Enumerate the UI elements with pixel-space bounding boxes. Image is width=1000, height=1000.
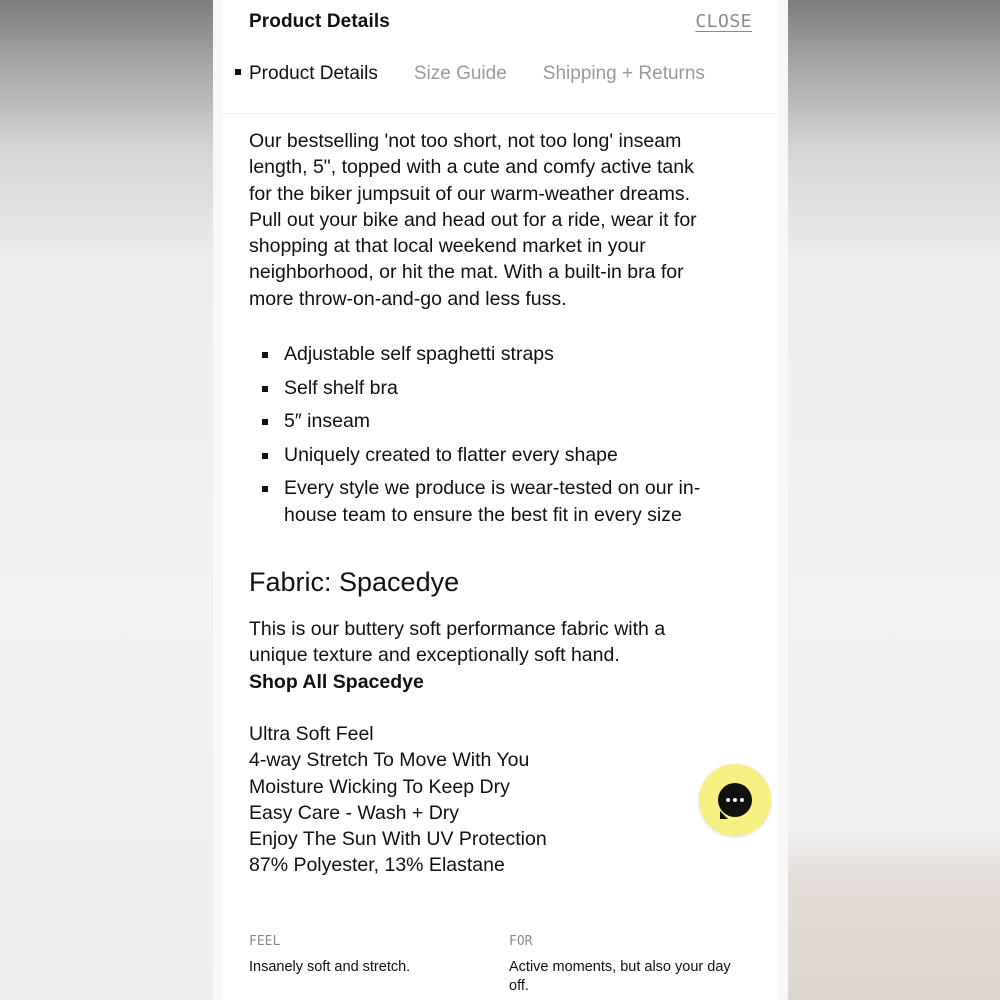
for-text: Active moments, but also your day off.: [509, 959, 731, 994]
tab-product-details[interactable]: [235, 63, 378, 85]
description-line: Pull out your bike and head out for a ride, wear it for: [249, 208, 697, 231]
fabric-feature: Moisture Wicking To Keep Dry: [249, 775, 510, 798]
active-tab-bullet-icon: [235, 69, 241, 75]
feature-bullet-list: [249, 341, 749, 529]
description-paragraph: [249, 128, 749, 312]
chat-bubble-icon: [718, 783, 752, 817]
description-line: more throw-on-and-go and less fuss.: [249, 287, 567, 310]
for-section: [509, 934, 749, 996]
tab-label: Product Details: [249, 63, 378, 84]
dot-icon: [740, 798, 744, 802]
fabric-feature-list: [249, 721, 749, 879]
fabric-description-line: unique texture and exceptionally soft hand.: [249, 644, 620, 667]
for-label: FOR: [509, 934, 533, 949]
shop-all-spacedye-link[interactable]: Shop All Spacedye: [249, 670, 424, 693]
fabric-feature: Enjoy The Sun With UV Protection: [249, 828, 547, 851]
feel-label: FEEL: [249, 934, 281, 949]
fabric-heading: Fabric: Spacedye: [249, 567, 460, 598]
list-item: Adjustable self spaghetti straps: [249, 341, 749, 368]
background-decor: [786, 830, 1000, 1000]
fabric-description-line: This is our buttery soft performance fabric with a: [249, 618, 666, 641]
list-item: Uniquely created to flatter every shape: [249, 442, 749, 469]
description-line: length, 5", topped with a cute and comfy active tank: [249, 156, 694, 179]
close-button[interactable]: CLOSE: [695, 11, 752, 32]
fabric-feature: 87% Polyester, 13% Elastane: [249, 854, 505, 877]
tab-bar: [235, 63, 741, 85]
fabric-feature: 4-way Stretch To Move With You: [249, 749, 530, 772]
tab-size-guide[interactable]: Size Guide: [413, 63, 507, 84]
page-title: Product Details: [249, 11, 390, 32]
product-details-panel: [213, 0, 788, 1000]
description-line: Our bestselling 'not too short, not too long' inseam: [249, 130, 682, 152]
tab-shipping-returns[interactable]: Shipping + Returns: [542, 63, 705, 84]
product-details-sheet: [223, 0, 778, 1000]
list-item: 5″ inseam: [249, 408, 749, 435]
fabric-feature: Ultra Soft Feel: [249, 722, 374, 745]
dot-icon: [726, 798, 730, 802]
description-line: neighborhood, or hit the mat. With a built-in bra for: [249, 261, 684, 284]
chat-button[interactable]: [699, 764, 771, 836]
divider: [223, 113, 778, 114]
fabric-feature: Easy Care - Wash + Dry: [249, 801, 460, 824]
feel-section: [249, 934, 489, 977]
product-description: [249, 128, 749, 879]
description-line: shopping at that local weekend market in your: [249, 235, 646, 258]
description-line: for the biker jumpsuit of our warm-weather dreams.: [249, 182, 691, 205]
dot-icon: [733, 798, 737, 802]
feel-text: Insanely soft and stretch.: [249, 959, 411, 975]
list-item: Self shelf bra: [249, 375, 749, 402]
list-item: Every style we produce is wear-tested on our in-house team to ensure the best fit in every size: [249, 475, 749, 529]
fabric-description: [249, 616, 749, 669]
